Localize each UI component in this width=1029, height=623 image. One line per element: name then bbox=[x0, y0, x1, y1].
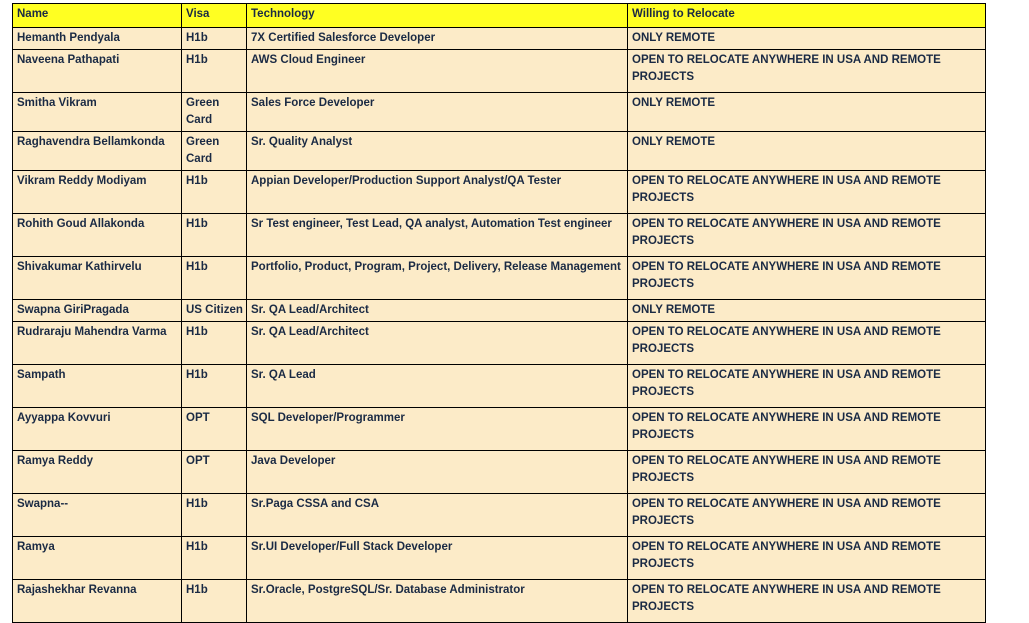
cell-visa-text: H1b bbox=[186, 175, 208, 187]
cell-willing-to-relocate-text: OPEN TO RELOCATE ANYWHERE IN USA AND REMOTE PROJECTS bbox=[632, 54, 941, 83]
cell-willing-to-relocate[interactable] bbox=[628, 408, 986, 451]
cell-visa-text: OPT bbox=[186, 455, 210, 467]
cell-name[interactable] bbox=[13, 214, 182, 257]
table-row[interactable] bbox=[13, 300, 986, 322]
cell-name[interactable] bbox=[13, 365, 182, 408]
cell-name-text: Rudraraju Mahendra Varma bbox=[17, 326, 167, 338]
table-row[interactable] bbox=[13, 537, 986, 580]
cell-willing-to-relocate-text: OPEN TO RELOCATE ANYWHERE IN USA AND REMOTE PROJECTS bbox=[632, 541, 941, 570]
candidate-hotlist-table bbox=[12, 3, 986, 623]
cell-willing-to-relocate[interactable] bbox=[628, 50, 986, 93]
cell-name[interactable] bbox=[13, 28, 182, 50]
cell-willing-to-relocate[interactable] bbox=[628, 214, 986, 257]
cell-visa[interactable] bbox=[182, 171, 247, 214]
cell-name[interactable] bbox=[13, 50, 182, 93]
cell-willing-to-relocate[interactable] bbox=[628, 132, 986, 171]
cell-willing-to-relocate[interactable] bbox=[628, 322, 986, 365]
cell-willing-to-relocate-text: OPEN TO RELOCATE ANYWHERE IN USA AND REMOTE PROJECTS bbox=[632, 412, 941, 441]
cell-technology-text: Sr.Oracle, PostgreSQL/Sr. Database Administrator bbox=[251, 584, 525, 596]
table-row[interactable] bbox=[13, 171, 986, 214]
cell-visa[interactable] bbox=[182, 537, 247, 580]
cell-technology[interactable] bbox=[247, 494, 628, 537]
cell-name[interactable] bbox=[13, 408, 182, 451]
column-header-technology[interactable]: Technology bbox=[247, 4, 628, 28]
cell-visa-text: H1b bbox=[186, 369, 208, 381]
cell-name-text: Ayyappa Kovvuri bbox=[17, 412, 111, 424]
column-header-name[interactable]: Name bbox=[13, 4, 182, 28]
cell-willing-to-relocate-text: OPEN TO RELOCATE ANYWHERE IN USA AND REMOTE PROJECTS bbox=[632, 218, 941, 247]
cell-visa[interactable] bbox=[182, 50, 247, 93]
cell-visa-text: H1b bbox=[186, 498, 208, 510]
cell-technology-text: Sr.Paga CSSA and CSA bbox=[251, 498, 380, 510]
cell-willing-to-relocate[interactable] bbox=[628, 580, 986, 623]
cell-technology[interactable] bbox=[247, 451, 628, 494]
table-row[interactable] bbox=[13, 580, 986, 623]
cell-name-text: Swapna-- bbox=[17, 498, 69, 510]
table-header bbox=[13, 4, 986, 28]
cell-willing-to-relocate[interactable] bbox=[628, 171, 986, 214]
cell-name[interactable] bbox=[13, 580, 182, 623]
cell-technology[interactable] bbox=[247, 28, 628, 50]
cell-technology-text: Sr Test engineer, Test Lead, QA analyst, Automation Test engineer bbox=[251, 218, 612, 230]
cell-technology-text: Sr. QA Lead/Architect bbox=[251, 326, 369, 338]
cell-name[interactable] bbox=[13, 451, 182, 494]
cell-willing-to-relocate-text: OPEN TO RELOCATE ANYWHERE IN USA AND REMOTE PROJECTS bbox=[632, 326, 941, 355]
cell-name[interactable] bbox=[13, 93, 182, 132]
column-header-willing-to-relocate[interactable]: Willing to Relocate bbox=[628, 4, 986, 28]
cell-technology-text: Appian Developer/Production Support Analyst/QA Tester bbox=[251, 175, 562, 187]
cell-willing-to-relocate[interactable] bbox=[628, 365, 986, 408]
cell-name-text: Smitha Vikram bbox=[17, 97, 97, 109]
cell-technology-text: SQL Developer/Programmer bbox=[251, 412, 405, 424]
column-header-visa[interactable]: Visa bbox=[182, 4, 247, 28]
cell-name[interactable] bbox=[13, 132, 182, 171]
cell-technology[interactable] bbox=[247, 132, 628, 171]
cell-technology-text: Java Developer bbox=[251, 455, 336, 467]
table-row[interactable] bbox=[13, 28, 986, 50]
cell-visa[interactable] bbox=[182, 93, 247, 132]
cell-visa-text: Green Card bbox=[186, 136, 220, 165]
cell-willing-to-relocate-text: OPEN TO RELOCATE ANYWHERE IN USA AND REMOTE PROJECTS bbox=[632, 498, 941, 527]
cell-name-text: Rohith Goud Allakonda bbox=[17, 218, 145, 230]
cell-willing-to-relocate-text: ONLY REMOTE bbox=[632, 32, 716, 44]
cell-name-text: Ramya bbox=[17, 541, 55, 553]
table-row[interactable] bbox=[13, 257, 986, 300]
cell-technology[interactable] bbox=[247, 322, 628, 365]
cell-visa[interactable] bbox=[182, 214, 247, 257]
cell-willing-to-relocate-text: OPEN TO RELOCATE ANYWHERE IN USA AND REMOTE PROJECTS bbox=[632, 455, 941, 484]
cell-name-text: Naveena Pathapati bbox=[17, 54, 120, 66]
cell-technology[interactable] bbox=[247, 580, 628, 623]
cell-willing-to-relocate[interactable] bbox=[628, 257, 986, 300]
cell-technology[interactable] bbox=[247, 365, 628, 408]
table-row[interactable] bbox=[13, 451, 986, 494]
cell-visa-text: H1b bbox=[186, 326, 208, 338]
cell-visa[interactable] bbox=[182, 300, 247, 322]
cell-name[interactable] bbox=[13, 537, 182, 580]
table-row[interactable] bbox=[13, 322, 986, 365]
cell-technology[interactable] bbox=[247, 93, 628, 132]
cell-technology-text: Sr. Quality Analyst bbox=[251, 136, 353, 148]
cell-technology[interactable] bbox=[247, 257, 628, 300]
cell-visa-text: Green Card bbox=[186, 97, 220, 126]
cell-willing-to-relocate[interactable] bbox=[628, 537, 986, 580]
cell-name-text: Sampath bbox=[17, 369, 66, 381]
table-row[interactable] bbox=[13, 494, 986, 537]
cell-technology[interactable] bbox=[247, 408, 628, 451]
cell-willing-to-relocate[interactable] bbox=[628, 300, 986, 322]
cell-name-text: Hemanth Pendyala bbox=[17, 32, 120, 44]
cell-visa-text: H1b bbox=[186, 261, 208, 273]
cell-willing-to-relocate[interactable] bbox=[628, 93, 986, 132]
cell-name[interactable] bbox=[13, 494, 182, 537]
cell-name-text: Vikram Reddy Modiyam bbox=[17, 175, 147, 187]
cell-visa[interactable] bbox=[182, 494, 247, 537]
cell-visa-text: H1b bbox=[186, 584, 208, 596]
cell-name[interactable] bbox=[13, 257, 182, 300]
cell-visa-text: US Citizen bbox=[186, 304, 243, 316]
cell-technology[interactable] bbox=[247, 214, 628, 257]
cell-willing-to-relocate[interactable] bbox=[628, 28, 986, 50]
header-row bbox=[13, 4, 986, 28]
table-row[interactable] bbox=[13, 50, 986, 93]
cell-name[interactable] bbox=[13, 300, 182, 322]
cell-willing-to-relocate-text: OPEN TO RELOCATE ANYWHERE IN USA AND REMOTE PROJECTS bbox=[632, 369, 941, 398]
cell-technology-text: Sr.UI Developer/Full Stack Developer bbox=[251, 541, 453, 553]
cell-visa-text: H1b bbox=[186, 32, 208, 44]
cell-willing-to-relocate-text: ONLY REMOTE bbox=[632, 136, 716, 148]
cell-visa[interactable] bbox=[182, 28, 247, 50]
cell-visa[interactable] bbox=[182, 257, 247, 300]
cell-technology-text: AWS Cloud Engineer bbox=[251, 54, 366, 66]
cell-technology[interactable] bbox=[247, 50, 628, 93]
table-body bbox=[13, 28, 986, 623]
cell-visa-text: H1b bbox=[186, 541, 208, 553]
cell-willing-to-relocate[interactable] bbox=[628, 494, 986, 537]
cell-name-text: Rajashekhar Revanna bbox=[17, 584, 137, 596]
cell-name[interactable] bbox=[13, 171, 182, 214]
table-row[interactable] bbox=[13, 214, 986, 257]
cell-technology[interactable] bbox=[247, 537, 628, 580]
cell-technology-text: Sr. QA Lead bbox=[251, 369, 316, 381]
table-row[interactable] bbox=[13, 93, 986, 132]
cell-visa-text: OPT bbox=[186, 412, 210, 424]
cell-visa[interactable] bbox=[182, 408, 247, 451]
table-row[interactable] bbox=[13, 132, 986, 171]
cell-technology[interactable] bbox=[247, 300, 628, 322]
cell-visa[interactable] bbox=[182, 322, 247, 365]
cell-technology-text: Sr. QA Lead/Architect bbox=[251, 304, 369, 316]
table-row[interactable] bbox=[13, 408, 986, 451]
cell-willing-to-relocate-text: ONLY REMOTE bbox=[632, 97, 716, 109]
cell-willing-to-relocate-text: OPEN TO RELOCATE ANYWHERE IN USA AND REMOTE PROJECTS bbox=[632, 175, 941, 204]
cell-visa-text: H1b bbox=[186, 218, 208, 230]
cell-technology-text: Sales Force Developer bbox=[251, 97, 375, 109]
cell-name-text: Shivakumar Kathirvelu bbox=[17, 261, 142, 273]
cell-name-text: Raghavendra Bellamkonda bbox=[17, 136, 165, 148]
cell-technology[interactable] bbox=[247, 171, 628, 214]
table-row[interactable] bbox=[13, 365, 986, 408]
cell-willing-to-relocate[interactable] bbox=[628, 451, 986, 494]
cell-visa[interactable] bbox=[182, 132, 247, 171]
cell-willing-to-relocate-text: OPEN TO RELOCATE ANYWHERE IN USA AND REMOTE PROJECTS bbox=[632, 584, 941, 613]
cell-technology-text: Portfolio, Product, Program, Project, Delivery, Release Management bbox=[251, 261, 621, 273]
spreadsheet-area bbox=[12, 3, 985, 623]
cell-name-text: Ramya Reddy bbox=[17, 455, 94, 467]
cell-willing-to-relocate-text: OPEN TO RELOCATE ANYWHERE IN USA AND REMOTE PROJECTS bbox=[632, 261, 941, 290]
cell-name[interactable] bbox=[13, 322, 182, 365]
cell-name-text: Swapna GiriPragada bbox=[17, 304, 129, 316]
cell-visa-text: H1b bbox=[186, 54, 208, 66]
cell-willing-to-relocate-text: ONLY REMOTE bbox=[632, 304, 716, 316]
cell-visa[interactable] bbox=[182, 365, 247, 408]
cell-visa[interactable] bbox=[182, 451, 247, 494]
cell-visa[interactable] bbox=[182, 580, 247, 623]
cell-technology-text: 7X Certified Salesforce Developer bbox=[251, 32, 436, 44]
